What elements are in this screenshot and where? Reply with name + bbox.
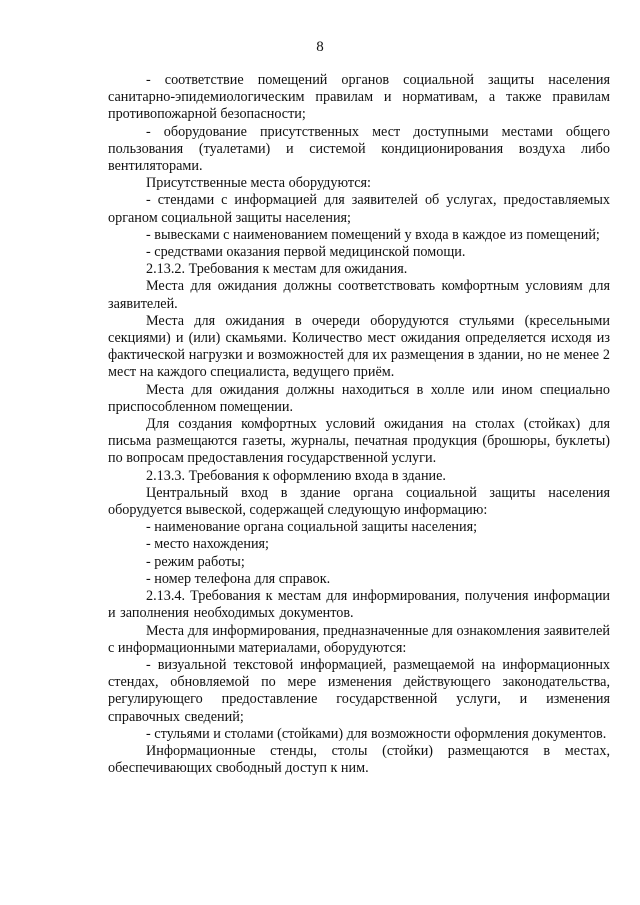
- section-heading: 2.13.2. Требования к местам для ожидания.: [146, 261, 408, 278]
- paragraph: - соответствие помещений органов социальной защиты населения санитарно-эпидемиологическим правилам и нормативам, а также правилам противопожарной безопасности;: [108, 72, 610, 123]
- paragraph: - вывесками с наименованием помещений у входа в каждое из помещений;: [146, 226, 600, 243]
- list-item: - номер телефона для справок.: [146, 570, 331, 587]
- list-item: - место нахождения;: [146, 536, 270, 553]
- paragraph: - средствами оказания первой медицинской помощи.: [146, 244, 466, 261]
- list-item: - стульями и столами (стойками) для возможности оформления документов.: [146, 725, 607, 742]
- section-heading: 2.13.4. Требования к местам для информирования, получения информации и заполнения необходимых документов.: [108, 588, 610, 622]
- paragraph: - стендами с информацией для заявителей об услугах, предоставляемых органом социальной защиты населения;: [108, 192, 610, 226]
- paragraph: Места для информирования, предназначенные для ознакомления заявителей с информационными материалами, оборудуются:: [108, 622, 610, 656]
- list-item: - визуальной текстовой информацией, размещаемой на информационных стендах, обновляемой по мере изменения действующего законодательства, регулирующего предоставление государственной услуги, и изменения справочных сведений;: [108, 656, 610, 725]
- list-item: - наименование органа социальной защиты населения;: [146, 519, 478, 536]
- paragraph: Места для ожидания должны находиться в холле или ином специально приспособленном помещении.: [108, 381, 610, 415]
- paragraph: - оборудование присутственных мест доступными местами общего пользования (туалетами) и системой кондиционирования воздуха либо вентиляторами.: [108, 123, 610, 175]
- paragraph: Информационные стенды, столы (стойки) размещаются в местах, обеспечивающих свободный доступ к ним.: [108, 742, 610, 777]
- section-heading: 2.13.3. Требования к оформлению входа в здание.: [146, 467, 446, 484]
- page-number: 8: [316, 39, 324, 55]
- paragraph: Центральный вход в здание органа социальной защиты населения оборудуется вывеской, содержащей следующую информацию:: [108, 484, 610, 519]
- list-item: - режим работы;: [146, 553, 245, 570]
- paragraph: Места для ожидания должны соответствовать комфортным условиям для заявителей.: [108, 278, 610, 312]
- document-body: [108, 72, 610, 777]
- paragraph: Места для ожидания в очереди оборудуются стульями (кресельными секциями) и (или) скамьями. Количество мест ожидания определяется исходя из фактической нагрузки и возможностей для их размещения в здании, но не менее 2 мест на каждого специалиста, ведущего приём.: [108, 312, 610, 381]
- paragraph: Присутственные места оборудуются:: [146, 175, 371, 192]
- paragraph: Для создания комфортных условий ожидания на столах (стойках) для письма размещаются газеты, журналы, печатная продукция (брошюры, буклеты) по вопросам предоставления государственной услуги.: [108, 416, 610, 467]
